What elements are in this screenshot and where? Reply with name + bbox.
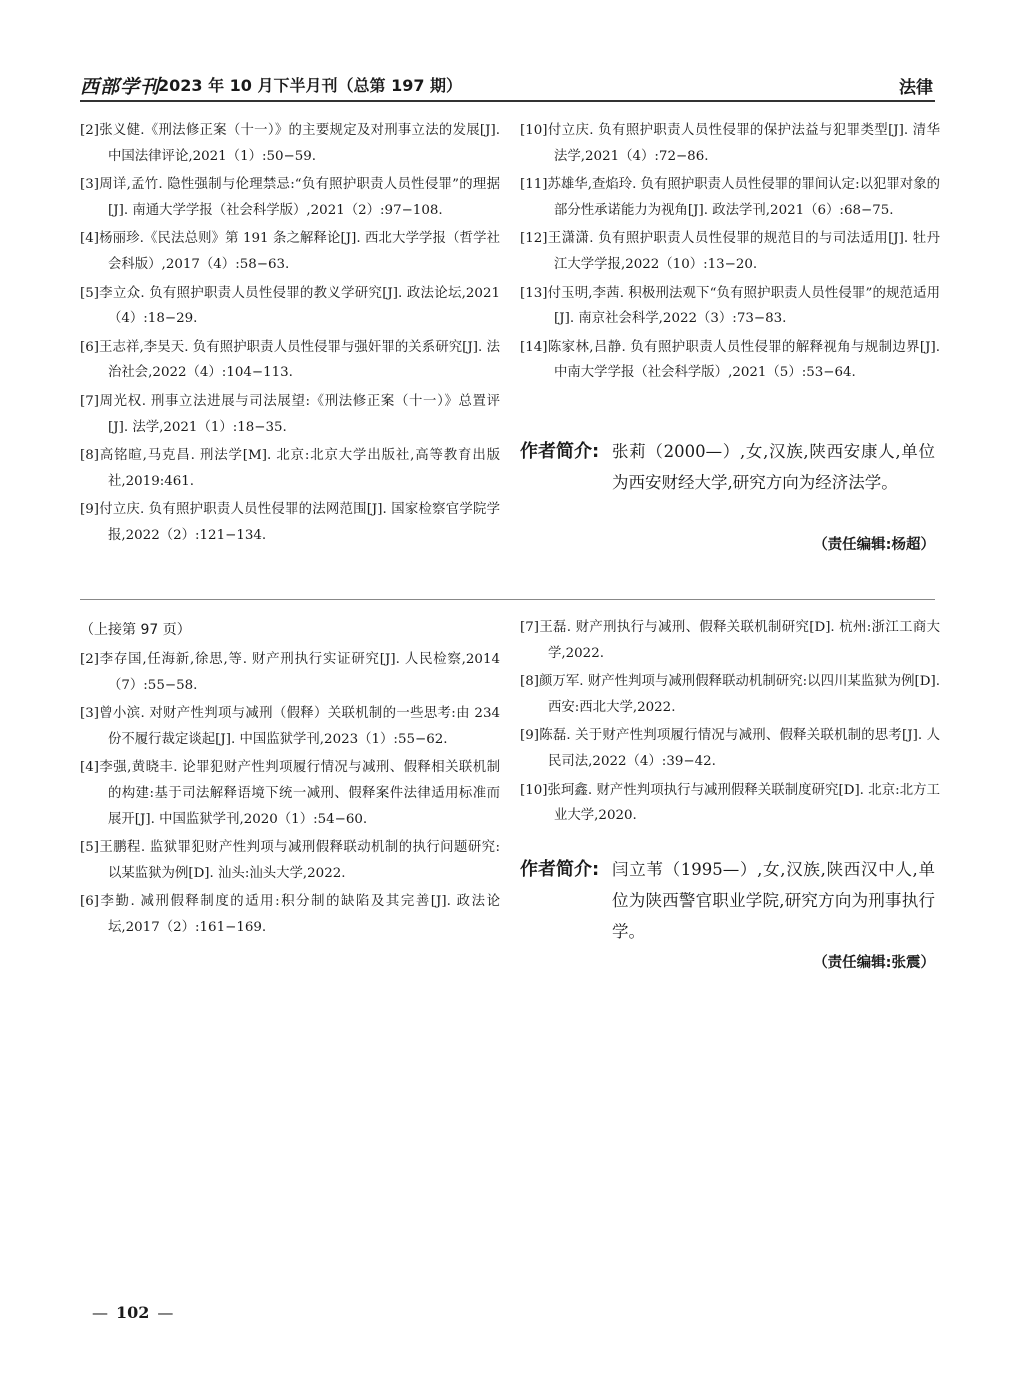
editor-credit: （责任编辑:杨超）: [813, 537, 935, 553]
reference-item: [10]张珂鑫. 财产性判项执行与减刑假释关联制度研究[D]. 北京:北方工业大学,2020.: [520, 782, 940, 824]
page-dash-right: —: [157, 1303, 174, 1322]
author-bio-bottom: [520, 854, 935, 974]
author-bio-label: 作者简介:: [520, 441, 600, 462]
page-number-value: 102: [116, 1303, 150, 1322]
reference-item: [7]周光权. 刑事立法进展与司法展望:《刑法修正案（十一）》总置评[J]. 法学,2021（1）:18−35.: [80, 393, 500, 435]
reference-item: [7]王磊. 财产刑执行与减刑、假释关联机制研究[D]. 杭州:浙江工商大学,2022.: [520, 620, 940, 661]
top-right-references: [520, 118, 940, 389]
author-bio-text: 闫立苇（1995—）,女,汉族,陕西汉中人,单位为陕西警官职业学院,研究方向为刑事执行学。: [612, 860, 935, 941]
editor-credit: （责任编辑:张震）: [813, 955, 935, 971]
top-left-references: [80, 118, 500, 552]
reference-item: [8]颜万军. 财产性判项与减刑假释联动机制研究:以四川某监狱为例[D]. 西安:西北大学,2022.: [520, 674, 940, 715]
reference-item: [5]李立众. 负有照护职责人员性侵罪的教义学研究[J]. 政法论坛,2021（4）:18−29.: [80, 285, 500, 327]
author-bio-top: [520, 436, 935, 556]
reference-item: [13]付玉明,李茜. 积极刑法观下“负有照护职责人员性侵罪”的规范适用[J]. 南京社会科学,2022（3）:73−83.: [520, 285, 940, 327]
bottom-left-references: [80, 617, 500, 944]
section-title: 法律: [899, 78, 933, 98]
issue-info: 2023 年 10 月下半月刊（总第 197 期）: [158, 76, 463, 95]
reference-item: [2]张义健.《刑法修正案（十一）》的主要规定及对刑事立法的发展[J]. 中国法律评论,2021（1）:50−59.: [80, 123, 500, 164]
reference-item: [5]王鹏程. 监狱罪犯财产性判项与减刑假释联动机制的执行问题研究:以某监狱为例[D]. 汕头:汕头大学,2022.: [80, 840, 500, 881]
reference-item: [14]陈家林,吕静. 负有照护职责人员性侵罪的解释视角与规制边界[J]. 中南大学学报（社会科学版）,2021（5）:53−64.: [520, 339, 940, 381]
continued-note: （上接第 97 页）: [80, 622, 191, 638]
page-number: [92, 1303, 173, 1322]
section-divider: [80, 599, 935, 600]
reference-item: [12]王潇潇. 负有照护职责人员性侵罪的规范目的与司法适用[J]. 牡丹江大学学报,2022（10）:13−20.: [520, 231, 940, 272]
reference-item: [3]曾小滨. 对财产性判项与减刑（假释）关联机制的一些思考:由 234 份不履行裁定谈起[J]. 中国监狱学刊,2023（1）:55−62.: [80, 706, 500, 747]
reference-item: [6]李勤. 减刑假释制度的适用:积分制的缺陷及其完善[J]. 政法论坛,2017（2）:161−169.: [80, 894, 500, 935]
author-bio-text: 张莉（2000—）,女,汉族,陕西安康人,单位为西安财经大学,研究方向为经济法学。: [612, 442, 935, 492]
reference-item: [8]高铭暄,马克昌. 刑法学[M]. 北京:北京大学出版社,高等教育出版社,2019:461.: [80, 448, 500, 489]
page-dash-left: —: [92, 1303, 108, 1322]
reference-item: [9]陈磊. 关于财产性判项履行情况与减刑、假释关联机制的思考[J]. 人民司法,2022（4）:39−42.: [520, 728, 940, 769]
reference-item: [3]周详,孟竹. 隐性强制与伦理禁忌:“负有照护职责人员性侵罪”的理据[J]. 南通大学学报（社会科学版）,2021（2）:97−108.: [80, 177, 500, 218]
reference-item: [11]苏雄华,查焰玲. 负有照护职责人员性侵罪的罪间认定:以犯罪对象的部分性承诺能力为视角[J]. 政法学刊,2021（6）:68−75.: [520, 177, 940, 218]
reference-item: [2]李存国,任海新,徐思,等. 财产刑执行实证研究[J]. 人民检察,2014（7）:55−58.: [80, 652, 500, 693]
page-header: [80, 70, 935, 98]
reference-item: [10]付立庆. 负有照护职责人员性侵罪的保护法益与犯罪类型[J]. 清华法学,2021（4）:72−86.: [520, 123, 940, 164]
reference-item: [4]杨丽珍.《民法总则》第 191 条之解释论[J]. 西北大学学报（哲学社会科版）,2017（4）:58−63.: [80, 231, 500, 272]
journal-logo: 西部学刊: [80, 76, 161, 98]
reference-item: [9]付立庆. 负有照护职责人员性侵罪的法网范围[J]. 国家检察官学院学报,2022（2）:121−134.: [80, 502, 500, 543]
bottom-right-references: [520, 615, 940, 832]
author-bio-label: 作者简介:: [520, 859, 600, 880]
header-rule: [80, 100, 935, 102]
reference-item: [6]王志祥,李昊天. 负有照护职责人员性侵罪与强奸罪的关系研究[J]. 法治社会,2022（4）:104−113.: [80, 339, 500, 381]
reference-item: [4]李强,黄晓丰. 论罪犯财产性判项履行情况与减刑、假释相关联机制的构建:基于司法解释语境下统一减刑、假释案件法律适用标准而展开[J]. 中国监狱学刊,2020（1）:54−60.: [80, 760, 500, 827]
